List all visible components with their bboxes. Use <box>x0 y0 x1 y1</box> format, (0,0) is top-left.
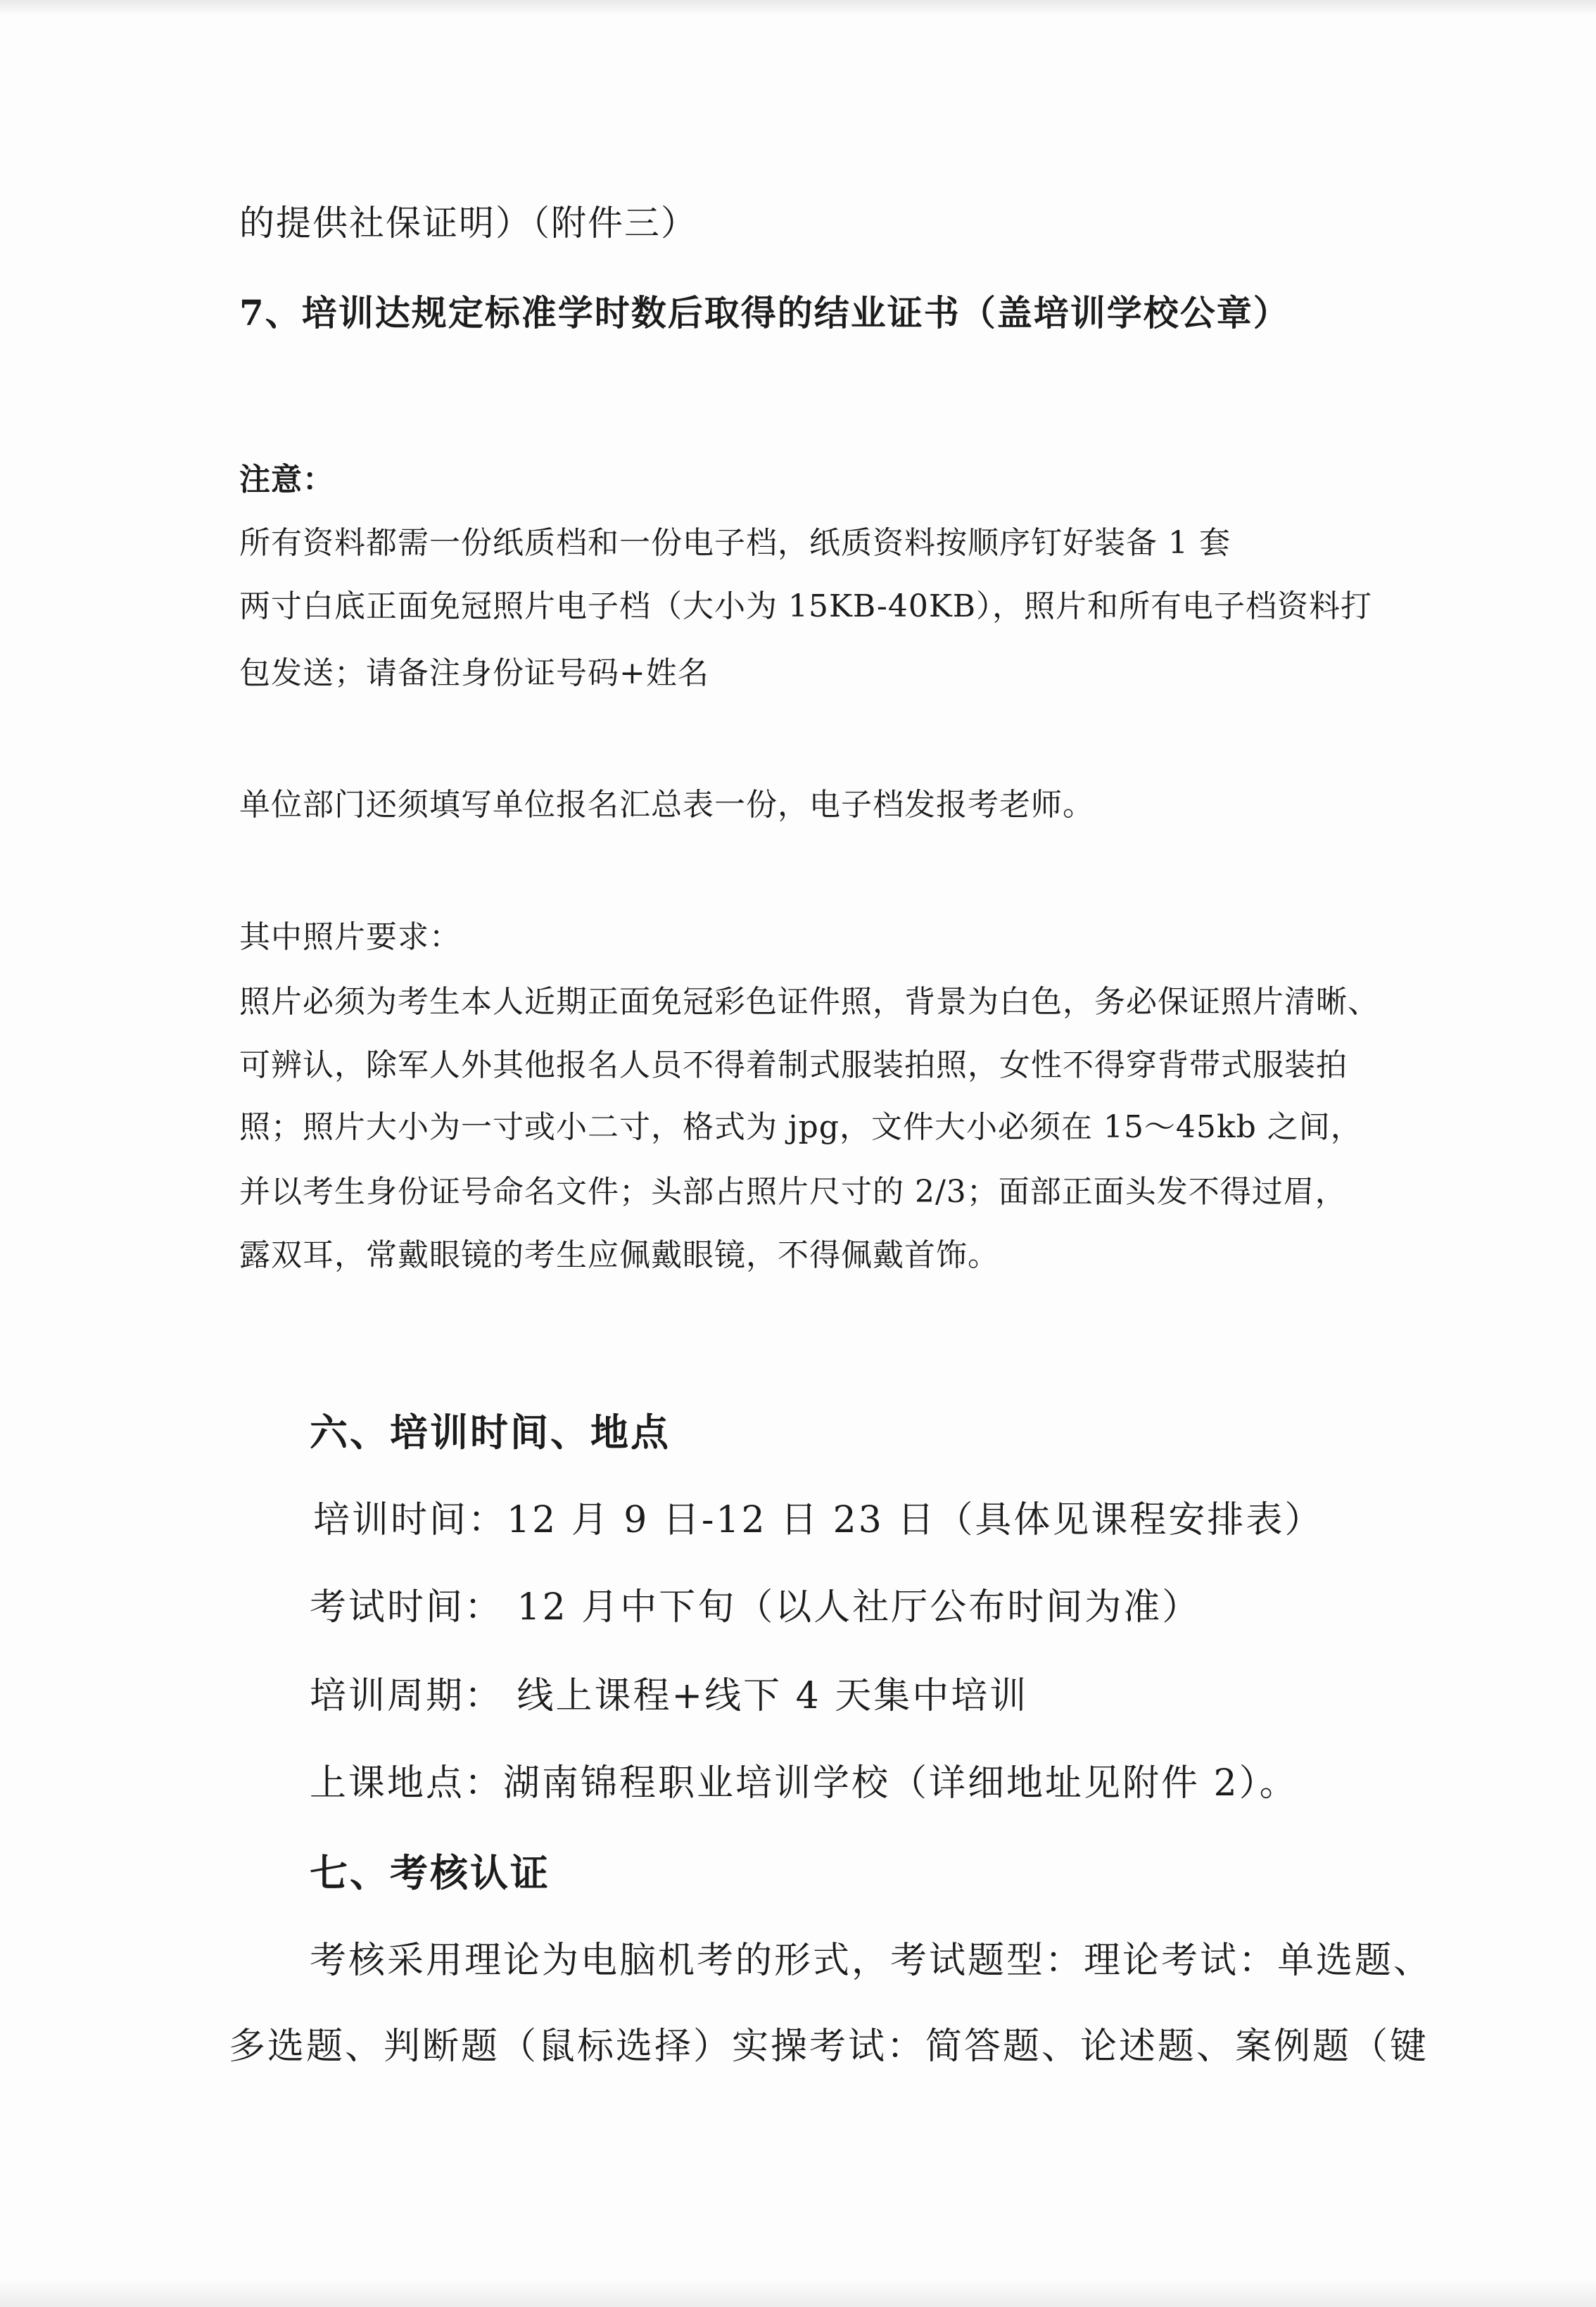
assessment-line-2: 多选题、判断题（鼠标选择）实操考试：简答题、论述题、案例题（键 <box>229 2025 1429 2068</box>
class-location: 上课地点：湖南锦程职业培训学校（详细地址见附件 2）。 <box>310 1762 1298 1804</box>
exam-time: 考试时间： 12 月中下旬（以人社厅公布时间为准） <box>310 1586 1201 1629</box>
assessment-line-1: 考核采用理论为电脑机考的形式，考试题型：理论考试：单选题、 <box>310 1940 1433 1982</box>
scan-edge-bottom <box>0 2279 1596 2307</box>
notice-title: 注意： <box>239 462 334 498</box>
item6-continuation: 的提供社保证明）（附件三） <box>239 203 697 244</box>
photo-requirement-line-1: 照片必须为考生本人近期正面免冠彩色证件照，背景为白色，务必保证照片清晰、 <box>239 984 1379 1020</box>
section-6-title: 六、培训时间、地点 <box>310 1410 671 1455</box>
training-time: 培训时间：12 月 9 日-12 日 23 日（具体见课程安排表） <box>313 1499 1324 1541</box>
photo-requirement-line-3: 照；照片大小为一寸或小二寸，格式为 jpg，文件大小必须在 15～45kb 之间， <box>239 1109 1362 1145</box>
notice-line-2b: 包发送；请备注身份证号码+姓名 <box>239 655 709 691</box>
section-7-title: 七、考核认证 <box>310 1850 550 1895</box>
training-period: 培训周期： 线上课程+线下 4 天集中培训 <box>310 1675 1029 1717</box>
photo-requirement-line-5: 露双耳，常戴眼镜的考生应佩戴眼镜，不得佩戴首饰。 <box>239 1237 999 1273</box>
item7-text: 7、培训达规定标准学时数后取得的结业证书（盖培训学校公章） <box>239 292 1290 334</box>
scan-edge-top <box>0 0 1596 15</box>
unit-note: 单位部门还须填写单位报名汇总表一份，电子档发报考老师。 <box>239 787 1094 823</box>
photo-requirements-title: 其中照片要求： <box>239 919 461 955</box>
photo-requirement-line-2: 可辨认，除军人外其他报名人员不得着制式服装拍照，女性不得穿背带式服装拍 <box>239 1047 1348 1083</box>
photo-requirement-line-4: 并以考生身份证号命名文件；头部占照片尺寸的 2/3；面部正面头发不得过眉， <box>239 1174 1347 1210</box>
notice-line-2a: 两寸白底正面免冠照片电子档（大小为 15KB-40KB），照片和所有电子档资料打 <box>239 588 1373 624</box>
notice-line-1: 所有资料都需一份纸质档和一份电子档，纸质资料按顺序钉好装备 1 套 <box>239 525 1231 561</box>
